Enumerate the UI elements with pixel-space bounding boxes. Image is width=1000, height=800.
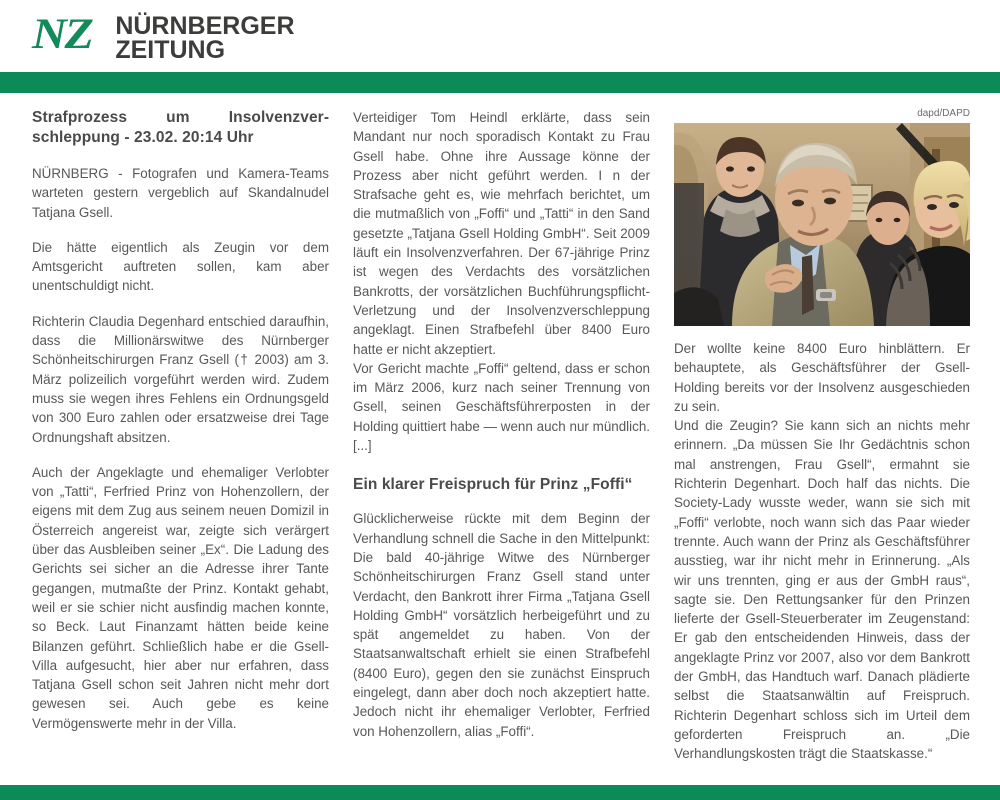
- paragraph: Vor Gericht machte „Foffi“ geltend, dass er schon im März 2006, kurz nach seiner Trennung von Gsell, seinen Geschäftsführerposten in der Holding quittiert habe — wenn auch nur mündlich. [...]: [353, 360, 650, 454]
- green-rule-top: [0, 72, 1000, 93]
- logo-wordmark: [115, 12, 295, 64]
- green-rule-bottom: [0, 785, 1000, 800]
- paragraph: Verteidiger Tom Heindl erklärte, dass sein Mandant nur noch sporadisch Kontakt zu Frau Gsell habe. Ohne ihre Aussage könne der Prozess aber nicht geführt werden. I n der Strafsache geht es, wie mehrfach berichtet, um die mutmaßlich von „Foffi“ und „Tatti“ in den Sand gesetzte „Tatjana Gsell Holding GmbH“. Seit 2009 läuft ein Insolvenzverfahren. Der 67-jährige Prinz ist wegen des Verdachts des vorsätzlichen Bankrotts, der vorsätzlichen Buchführungspflicht-Verletzung und der Insolvenzverschleppung angeklagt. Einen Strafbefehl über 8400 Euro hatte er nicht akzeptiert.: [353, 110, 650, 357]
- column-one: [32, 108, 329, 764]
- paragraph: Auch der Angeklagte und ehemaliger Verlobter von „Tatti“, Ferfried Prinz von Hohenzollern, der eigens mit dem Zug aus seinem neuen Domizil in Österreich angereist war, zeigte sich verärgert über das Ausbleiben seiner „Ex“. Die Ladung des Gerichts sei sicher an die Adresse ihrer Tante gegangen, mutmaßte der Prinz. Kontakt gehabt, weil er sie schier nicht ausfindig machen konnte, so Beck. Laut Finanzamt hätten beide keine Bilanzen geführt. Schließlich habe er die Gsell-Villa aufgesucht, hier aber nur erfahren, dass Tatjana Gsell schon seit Jahren nicht mehr dort gewesen sei. Auch gebe es keine Vermögenswerte mehr in der Villa.: [32, 464, 329, 731]
- logo-mark-nz: NZ: [32, 11, 92, 58]
- photo-illustration: [674, 123, 970, 326]
- paragraph: Die hätte eigentlich als Zeugin vor dem Amtsgericht auftreten sollen, kam aber unentschuldigt nicht.: [32, 239, 329, 294]
- masthead: [0, 0, 1000, 72]
- logo-line-zeitung: ZEITUNG: [115, 36, 226, 64]
- nz-logo: [32, 11, 1000, 64]
- paragraph: Glücklicherweise rückte mit dem Beginn der Verhandlung schnell die Sache in den Mittelpunkt: Die bald 40-jährige Witwe des Nürnberger Schönheitschirurgen Franz Gsell stand unter Verdacht, den Bankrott ihrer Firma „Tatjana Gsell Holding GmbH“ vorsätzlich herbeigeführt und zu spät angemeldet zu haben. Von der Staatsanwaltschaft erhielt sie einen Strafbefehl (8400 Euro), gegen den sie zunächst Einspruch eingelegt, dann aber doch noch akzeptiert hatte. Jedoch nicht ihr ehemaliger Verlobter, Ferfried von Hohenzollern, alias „Foffi“.: [353, 511, 650, 739]
- article-columns: [32, 108, 968, 764]
- page-title: Strafprozess um Insolvenzverschleppung - 23.02. 20:14 Uhr: [32, 109, 329, 146]
- logo-line-nuernberger: NÜRNBERGER: [115, 12, 295, 40]
- column-two: [353, 108, 650, 764]
- paragraph: Der wollte keine 8400 Euro hinblättern. Er behauptete, als Geschäftsführer der Gsell-Holding bereits vor der Insolvenz ausgeschieden zu sein.: [674, 341, 970, 414]
- paragraph: Und die Zeugin? Sie kann sich an nichts mehr erinnern. „Da müssen Sie Ihr Gedächtnis schon mal anstrengen, Frau Gsell“, ermahnt sie Richterin Degenhart. Doch half das nichts. Die Society-Lady wusste weder, wann sie sich mit „Foffi“ verlobte, noch wann sich das Paar wieder trennte. Auch wann der Prinz als Geschäftsführer ausstieg, war ihr nicht mehr in Erinnerung. „Als wir uns trennten, ging er aus der GmbH raus“, sagte sie. Den Rettungsanker für den Prinzen lieferte der Gsell-Steuerberater im Zeugenstand: Er gab den entscheidenden Hinweis, dass der angeklagte Prinz vor 2007, also vor dem Bankrott der GmbH, das Handtuch warf. Danach plädierte selbst die Staatsanwältin auf Freispruch. Richterin Degenhart schloss sich im Urteil dem geforderten Freispruch an. „Die Verhandlungskosten trägt die Staatskasse.“: [674, 418, 970, 762]
- courthouse-photo: [674, 123, 970, 326]
- photo-credit: dapd/DAPD: [917, 108, 970, 119]
- paragraph: NÜRNBERG - Fotografen und Kamera-Teams warteten gestern vergeblich auf Skandalnudel Tatjana Gsell.: [32, 166, 329, 220]
- section-subheading: Ein klarer Freispruch für Prinz „Foffi“: [353, 476, 633, 494]
- column-three: [674, 108, 970, 764]
- paragraph: Richterin Claudia Degenhard entschied daraufhin, dass die Millionärswitwe des Nürnberger Schönheitschirurgen Franz Gsell († 2003) am 3. März polizeilich vorgeführt werden wird. Zudem muss sie wegen ihres Fehlens ein Ordnungsgeld von 300 Euro zahlen oder ersatzweise drei Tage Ordnungshaft absitzen.: [32, 313, 329, 445]
